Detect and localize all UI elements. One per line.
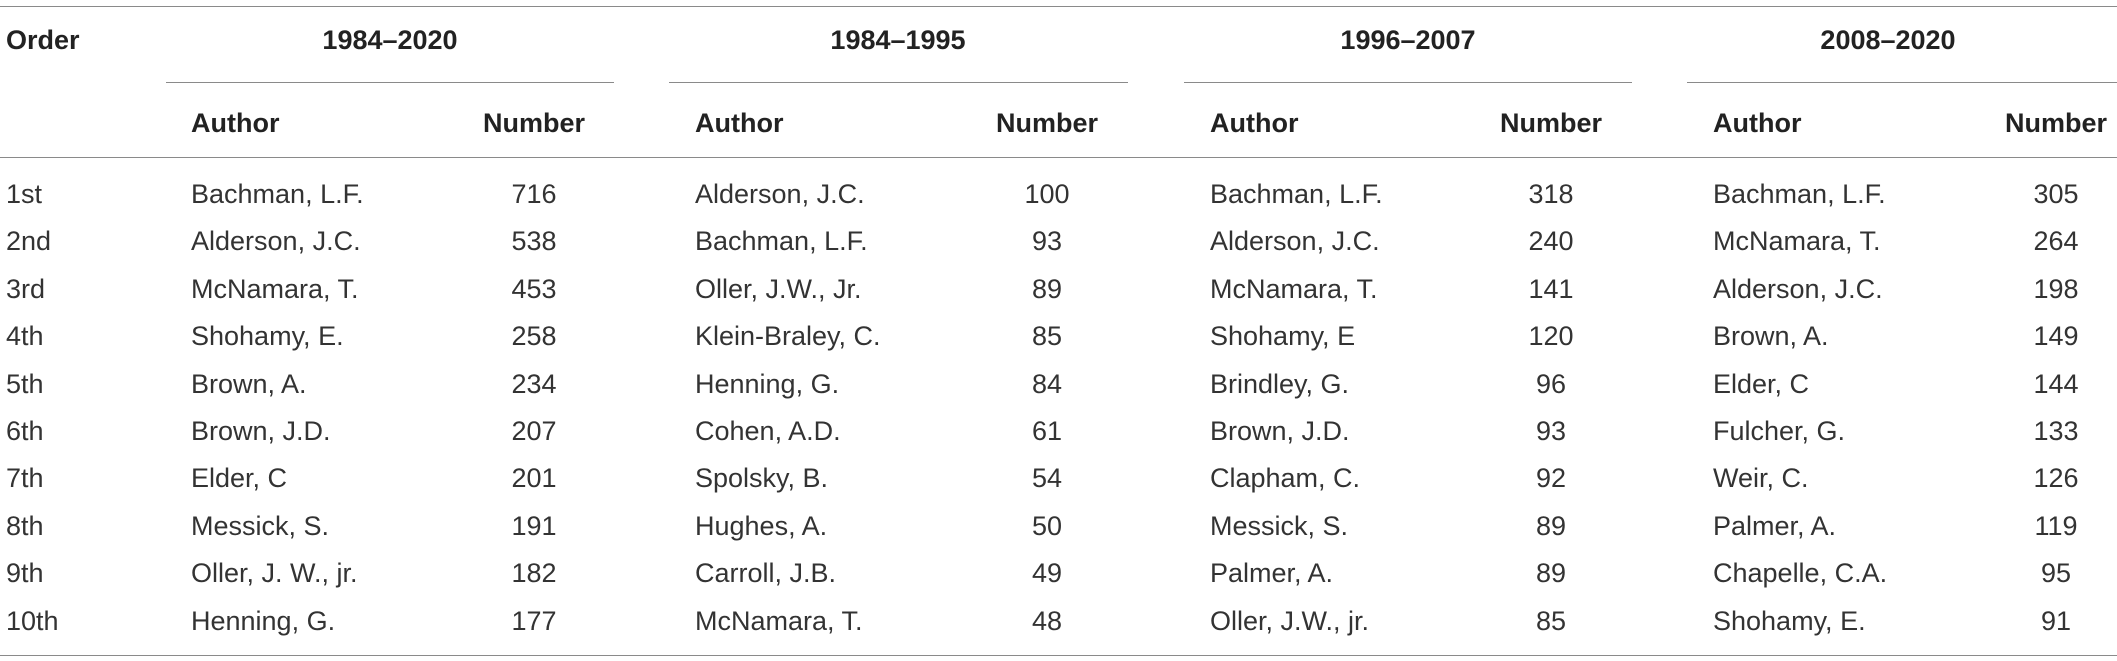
order-cell: 1st — [6, 179, 43, 209]
header-rule — [0, 157, 2117, 158]
author-cell: McNamara, T. — [1713, 226, 1881, 256]
author-cell: Oller, J.W., Jr. — [695, 274, 862, 304]
period-group-rule — [1184, 82, 1632, 83]
author-column-header: Author — [695, 108, 784, 138]
number-cell: 50 — [1031, 511, 1063, 541]
number-cell: 191 — [511, 511, 557, 541]
period-header: 1984–1995 — [830, 25, 966, 55]
order-header: Order — [6, 25, 80, 55]
author-cell: McNamara, T. — [191, 274, 359, 304]
number-cell: 85 — [1535, 606, 1567, 636]
number-cell: 119 — [2034, 511, 2078, 541]
author-column-header: Author — [191, 108, 280, 138]
author-cell: Alderson, J.C. — [1210, 226, 1380, 256]
order-cell: 7th — [6, 463, 44, 493]
order-cell: 6th — [6, 416, 44, 446]
author-cell: Messick, S. — [191, 511, 330, 541]
period-group-rule — [669, 82, 1128, 83]
author-cell: Hughes, A. — [695, 511, 828, 541]
number-cell: 96 — [1535, 369, 1567, 399]
author-cell: Weir, C. — [1713, 463, 1809, 493]
author-cell: Carroll, J.B. — [695, 558, 837, 588]
number-cell: 177 — [511, 606, 557, 636]
author-cell: Bachman, L.F. — [191, 179, 364, 209]
period-group-rule — [1687, 82, 2117, 83]
author-cell: Brown, A. — [191, 369, 307, 399]
author-cell: Brindley, G. — [1210, 369, 1350, 399]
author-cell: Elder, C — [1713, 369, 1810, 399]
author-cell: Bachman, L.F. — [1210, 179, 1383, 209]
number-column-header: Number — [482, 108, 586, 138]
order-cell: 10th — [6, 606, 59, 636]
number-cell: 84 — [1031, 369, 1063, 399]
number-cell: 92 — [1535, 463, 1567, 493]
number-cell: 716 — [511, 179, 557, 209]
author-cell: Henning, G. — [695, 369, 840, 399]
author-cell: Fulcher, G. — [1713, 416, 1846, 446]
number-cell: 207 — [511, 416, 557, 446]
author-cell: Brown, J.D. — [1210, 416, 1350, 446]
period-group-rule — [166, 82, 614, 83]
author-cell: Palmer, A. — [1713, 511, 1837, 541]
number-column-header: Number — [2004, 108, 2108, 138]
number-cell: 89 — [1535, 511, 1567, 541]
period-header: 1996–2007 — [1340, 25, 1476, 55]
author-cell: Henning, G. — [191, 606, 336, 636]
author-cell: Palmer, A. — [1210, 558, 1334, 588]
number-cell: 141 — [1528, 274, 1574, 304]
number-cell: 126 — [2033, 463, 2079, 493]
author-cell: Bachman, L.F. — [1713, 179, 1886, 209]
author-cell: Elder, C — [191, 463, 288, 493]
number-cell: 182 — [511, 558, 557, 588]
number-column-header: Number — [1499, 108, 1603, 138]
author-column-header: Author — [1210, 108, 1299, 138]
number-cell: 120 — [1528, 321, 1574, 351]
number-cell: 149 — [2033, 321, 2079, 351]
number-cell: 318 — [1528, 179, 1574, 209]
number-cell: 100 — [1024, 179, 1070, 209]
number-column-header: Number — [995, 108, 1099, 138]
order-cell: 5th — [6, 369, 44, 399]
author-cell: Chapelle, C.A. — [1713, 558, 1888, 588]
number-cell: 258 — [511, 321, 557, 351]
number-cell: 133 — [2033, 416, 2079, 446]
number-cell: 48 — [1031, 606, 1063, 636]
number-cell: 240 — [1528, 226, 1574, 256]
number-cell: 89 — [1535, 558, 1567, 588]
number-cell: 93 — [1535, 416, 1567, 446]
number-cell: 95 — [2040, 558, 2072, 588]
order-cell: 2nd — [6, 226, 52, 256]
number-cell: 91 — [2040, 606, 2072, 636]
author-cell: Alderson, J.C. — [695, 179, 865, 209]
author-cell: Messick, S. — [1210, 511, 1349, 541]
author-column-header: Author — [1713, 108, 1802, 138]
number-cell: 144 — [2033, 369, 2079, 399]
number-cell: 49 — [1031, 558, 1063, 588]
number-cell: 93 — [1031, 226, 1063, 256]
top-rule — [0, 6, 2117, 7]
author-cell: Klein-Braley, C. — [695, 321, 881, 351]
author-cell: Alderson, J.C. — [191, 226, 361, 256]
author-cell: Oller, J.W., jr. — [1210, 606, 1370, 636]
author-cell: Shohamy, E — [1210, 321, 1356, 351]
order-cell: 3rd — [6, 274, 46, 304]
number-cell: 61 — [1031, 416, 1063, 446]
period-header: 1984–2020 — [322, 25, 458, 55]
author-cell: Cohen, A.D. — [695, 416, 841, 446]
author-cell: McNamara, T. — [1210, 274, 1378, 304]
bottom-rule — [0, 655, 2117, 656]
author-cell: Alderson, J.C. — [1713, 274, 1883, 304]
number-cell: 264 — [2033, 226, 2079, 256]
number-cell: 89 — [1031, 274, 1063, 304]
order-cell: 4th — [6, 321, 44, 351]
author-cell: Clapham, C. — [1210, 463, 1361, 493]
number-cell: 234 — [511, 369, 557, 399]
author-cell: Oller, J. W., jr. — [191, 558, 358, 588]
author-cell: Brown, A. — [1713, 321, 1829, 351]
author-cell: Shohamy, E. — [1713, 606, 1866, 636]
author-cell: Spolsky, B. — [695, 463, 829, 493]
author-cell: Shohamy, E. — [191, 321, 344, 351]
author-cell: McNamara, T. — [695, 606, 863, 636]
period-header: 2008–2020 — [1820, 25, 1956, 55]
number-cell: 54 — [1031, 463, 1063, 493]
author-cell: Bachman, L.F. — [695, 226, 868, 256]
number-cell: 305 — [2033, 179, 2079, 209]
number-cell: 85 — [1031, 321, 1063, 351]
order-cell: 9th — [6, 558, 44, 588]
order-cell: 8th — [6, 511, 44, 541]
number-cell: 201 — [511, 463, 557, 493]
number-cell: 198 — [2033, 274, 2079, 304]
number-cell: 453 — [511, 274, 557, 304]
author-cell: Brown, J.D. — [191, 416, 331, 446]
number-cell: 538 — [511, 226, 557, 256]
